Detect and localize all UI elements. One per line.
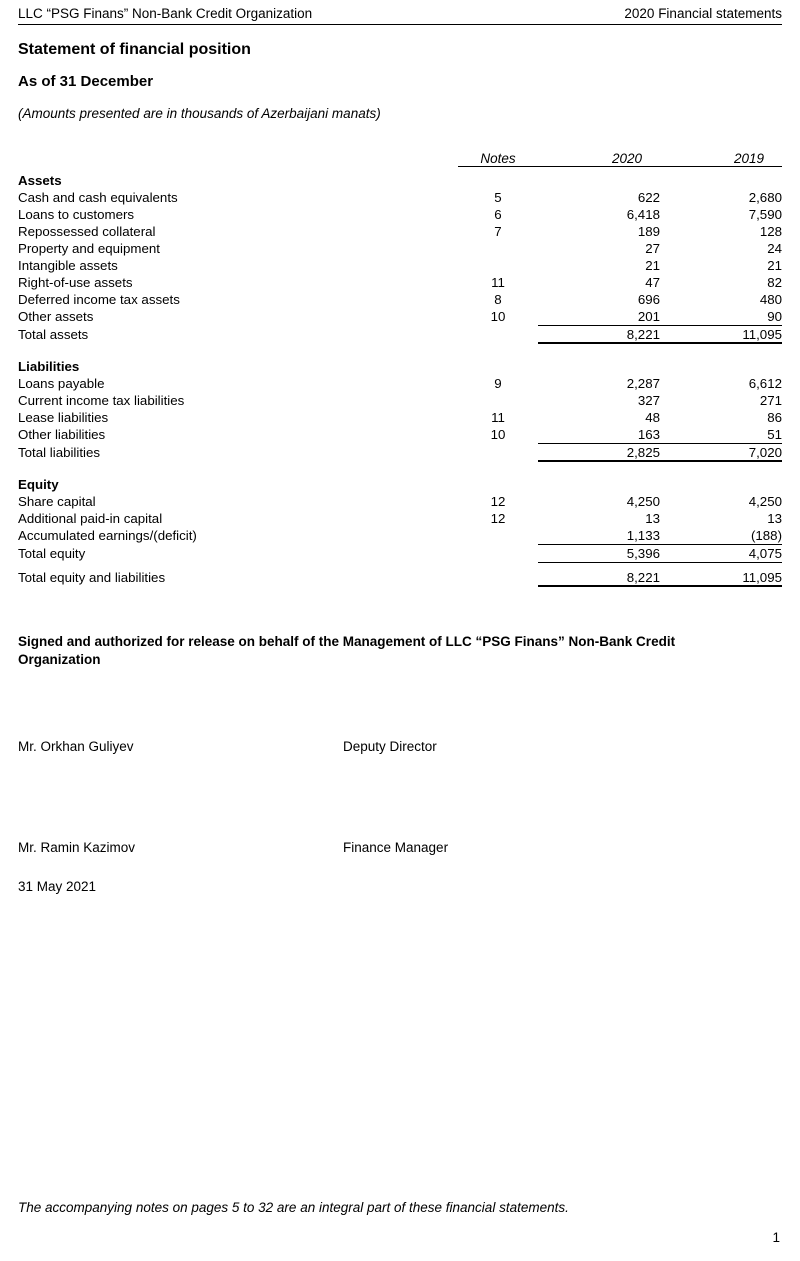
row-note (458, 544, 538, 562)
row-note: 9 (494, 375, 502, 391)
table-row (18, 308, 782, 326)
page-subtitle: As of 31 December (18, 73, 154, 90)
row-spacer (18, 343, 782, 353)
table-row (18, 274, 782, 291)
row-note (458, 527, 538, 545)
signature-line (18, 739, 782, 754)
column-header-label (18, 151, 458, 167)
row-value-2020: 4,250 (626, 493, 660, 509)
row-value-2019: 7,020 (660, 443, 782, 461)
section-title: Liabilities (18, 358, 80, 374)
row-value-2020: 8,221 (538, 325, 660, 343)
signatory-name: Mr. Orkhan Guliyev (18, 738, 134, 754)
row-note: 8 (494, 291, 502, 307)
row-label: Current income tax liabilities (18, 392, 185, 408)
row-value-2019: (188) (660, 527, 782, 545)
table-row (18, 392, 782, 409)
section-heading-liabilities (18, 353, 782, 375)
signatory-role: Deputy Director (343, 738, 437, 754)
row-value-2020: 189 (637, 223, 660, 239)
row-label: Property and equipment (18, 240, 160, 256)
row-note: 12 (490, 493, 506, 509)
row-value-2020: 1,133 (538, 527, 660, 545)
row-label: Lease liabilities (18, 409, 109, 425)
row-note (458, 325, 538, 343)
row-value-2019: 6,612 (748, 375, 782, 391)
row-note: 7 (494, 223, 502, 239)
signatory-name: Mr. Ramin Kazimov (18, 839, 136, 855)
table-row (18, 510, 782, 527)
row-value-2020: 6,418 (626, 206, 660, 222)
row-label: Right-of-use assets (18, 274, 133, 290)
signature-block (18, 739, 782, 894)
table-row (18, 409, 782, 426)
amounts-note: (Amounts presented are in thousands of Azerbaijani manats) (18, 106, 381, 121)
row-value-2020: 47 (645, 274, 660, 290)
row-label: Intangible assets (18, 257, 118, 273)
row-note: 12 (490, 510, 506, 526)
row-label: Other liabilities (18, 427, 106, 442)
section-heading-equity (18, 471, 782, 493)
row-label: Additional paid-in capital (18, 510, 163, 526)
row-value-2020: 27 (645, 240, 660, 256)
row-value-2020: 21 (645, 257, 660, 273)
page-title: Statement of financial position (18, 41, 251, 58)
row-value-2019: 7,590 (748, 206, 782, 222)
row-value-2020: 48 (645, 409, 660, 425)
total-row-assets (18, 325, 782, 343)
row-value-2019: 11,095 (660, 325, 782, 343)
row-value-2019: 82 (767, 274, 782, 290)
signature-date: 31 May 2021 (18, 878, 97, 894)
row-value-2020: 327 (637, 392, 660, 408)
total-row-equity (18, 544, 782, 562)
row-value-2020: 8,221 (538, 569, 660, 587)
row-note (458, 443, 538, 461)
page-number: 1 (772, 1230, 780, 1245)
row-note (458, 392, 538, 409)
row-label: Deferred income tax assets (18, 291, 180, 307)
row-value-2019: 128 (759, 223, 782, 239)
row-label: Total equity and liabilities (18, 570, 166, 585)
row-note: 11 (491, 274, 505, 290)
row-label: Loans payable (18, 375, 105, 391)
financial-position-table (18, 151, 782, 587)
authorization-statement: Signed and authorized for release on behalf of the Management of LLC “PSG Finans” Non-Bank Credit Organization (18, 633, 676, 667)
header-document-title: 2020 Financial statements (624, 6, 782, 21)
table-row (18, 223, 782, 240)
column-header-notes: Notes (458, 151, 538, 167)
row-value-2019: 13 (767, 510, 782, 526)
signature-line (18, 840, 782, 855)
column-header-year-2019: 2019 (660, 151, 782, 167)
row-label: Other assets (18, 309, 94, 324)
table-row (18, 493, 782, 510)
row-label: Total equity (18, 546, 86, 561)
row-value-2019: 21 (767, 257, 782, 273)
row-note (458, 569, 538, 587)
row-value-2019: 11,095 (660, 569, 782, 587)
row-value-2020: 163 (538, 426, 660, 444)
row-value-2020: 13 (645, 510, 660, 526)
row-note (458, 257, 538, 274)
document-header (18, 0, 782, 25)
row-value-2019: 4,075 (660, 544, 782, 562)
section-title: Equity (18, 476, 59, 492)
row-note: 10 (490, 427, 506, 442)
row-label: Total assets (18, 327, 89, 342)
row-value-2020: 696 (637, 291, 660, 307)
row-note: 5 (494, 189, 502, 205)
row-label: Accumulated earnings/(deficit) (18, 528, 197, 543)
row-note: 10 (490, 309, 506, 324)
row-value-2019: 4,250 (748, 493, 782, 509)
row-value-2019: 271 (759, 392, 782, 408)
total-row-equity-and-liabilities (18, 569, 782, 587)
table-row (18, 527, 782, 545)
row-note (458, 240, 538, 257)
row-label: Share capital (18, 493, 96, 509)
section-title: Assets (18, 172, 62, 188)
row-value-2020: 5,396 (538, 544, 660, 562)
row-value-2020: 2,287 (626, 375, 660, 391)
row-value-2020: 622 (637, 189, 660, 205)
row-note: 11 (491, 409, 505, 425)
signatory-role: Finance Manager (343, 839, 449, 855)
row-value-2019: 51 (660, 426, 782, 444)
table-row (18, 257, 782, 274)
row-value-2019: 86 (767, 409, 782, 425)
section-heading-assets (18, 167, 782, 189)
table-row (18, 240, 782, 257)
header-entity-name: LLC “PSG Finans” Non-Bank Credit Organization (18, 6, 313, 21)
table-header-row (18, 151, 782, 167)
row-value-2020: 2,825 (538, 443, 660, 461)
row-label: Cash and cash equivalents (18, 189, 178, 205)
row-label: Repossessed collateral (18, 223, 156, 239)
row-value-2019: 2,680 (748, 189, 782, 205)
table-row (18, 375, 782, 392)
row-value-2019: 480 (759, 291, 782, 307)
row-value-2019: 90 (660, 308, 782, 326)
table-row (18, 291, 782, 308)
table-row (18, 206, 782, 223)
row-label: Loans to customers (18, 206, 135, 222)
row-note: 6 (494, 206, 502, 222)
column-header-year-2020: 2020 (538, 151, 660, 167)
row-value-2020: 201 (538, 308, 660, 326)
table-row (18, 189, 782, 206)
row-label: Total liabilities (18, 445, 101, 460)
row-spacer (18, 461, 782, 471)
row-value-2019: 24 (767, 240, 782, 256)
footer-note: The accompanying notes on pages 5 to 32 are an integral part of these financial statements. (18, 1200, 569, 1215)
table-row (18, 426, 782, 444)
total-row-liabilities (18, 443, 782, 461)
